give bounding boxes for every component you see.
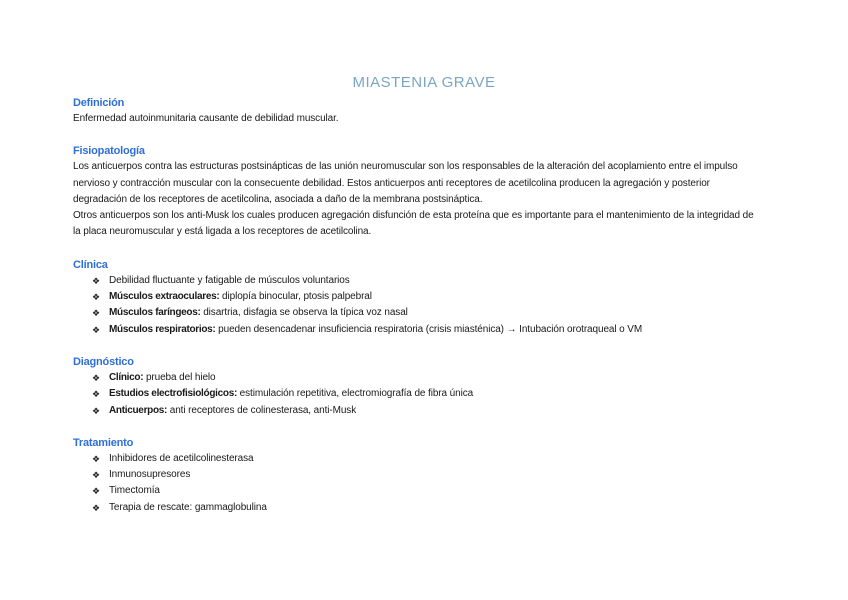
section-diagnostico <box>73 354 783 419</box>
list-item <box>92 500 783 516</box>
section-heading: Clínica <box>73 258 108 271</box>
definition-text: Enfermedad autoinmunitaria causante de debilidad muscular. <box>73 113 339 124</box>
section-heading: Fisiopatología <box>73 145 145 158</box>
item-text: estimulación repetitiva, electromiografía de fibra única <box>237 388 474 400</box>
item-text: pueden desencadenar insuficiencia respiratoria (crisis miasténica) → Intubación orotraqueal o VM <box>215 323 643 335</box>
list-item <box>92 483 783 499</box>
document-body <box>73 95 783 516</box>
list-item <box>92 386 783 402</box>
paragraph-line: Los anticuerpos contra las estructuras postsinápticas de las unión neuromuscular son los responsables de la alteración del acoplamiento entre el impulso <box>73 161 738 173</box>
section-clinica <box>73 257 783 338</box>
section-heading: Definición <box>73 97 125 109</box>
diamond-bullet-icon: ❖ <box>92 470 100 481</box>
item-text: anti receptores de colinesterasa, anti-Musk <box>167 404 357 416</box>
section-tratamiento <box>73 435 783 516</box>
item-text: prueba del hielo <box>143 371 216 383</box>
list-item <box>92 305 783 321</box>
diamond-bullet-icon: ❖ <box>92 372 100 383</box>
paragraph-line: la placa neuromuscular y está ligada a los receptores de acetilcolina. <box>73 226 372 238</box>
section-heading: Tratamiento <box>73 436 134 449</box>
document-title <box>0 74 848 91</box>
bullet-list <box>73 273 783 338</box>
section-definicion <box>73 95 783 127</box>
list-item <box>92 322 783 338</box>
item-text: Debilidad fluctuante y fatigable de músculos voluntarios <box>109 274 350 286</box>
diamond-bullet-icon: ❖ <box>92 405 100 416</box>
diamond-bullet-icon: ❖ <box>92 486 100 497</box>
list-item <box>92 467 783 483</box>
item-bold: Músculos respiratorios: <box>109 323 216 335</box>
diamond-bullet-icon: ❖ <box>92 275 100 286</box>
list-item <box>92 273 783 289</box>
item-text: diplopía binocular, ptosis palpebral <box>219 291 372 303</box>
paragraph-line: degradación de los receptores de acetilcolina, asociada a daño de la membrana postsináptica. <box>73 193 483 205</box>
bullet-list <box>73 370 783 419</box>
document-title-text: MIASTENIA GRAVE <box>352 74 496 91</box>
diamond-bullet-icon: ❖ <box>92 292 100 303</box>
bullet-list <box>73 451 783 516</box>
list-item <box>92 403 783 419</box>
section-fisiopatologia <box>73 143 783 240</box>
list-item <box>92 289 783 305</box>
diamond-bullet-icon: ❖ <box>92 324 100 335</box>
item-bold: Anticuerpos: <box>109 404 168 416</box>
section-heading: Diagnóstico <box>73 355 134 368</box>
item-text: Inhibidores de acetilcolinesterasa <box>109 452 254 464</box>
item-text: disartria, disfagia se observa la típica voz nasal <box>200 307 408 319</box>
paragraph-line: nervioso y contracción muscular con la consecuente debilidad. Estos anticuerpos anti receptores de acetilcolina producen la agregación y posterior <box>73 177 710 189</box>
item-bold: Músculos faríngeos: <box>109 307 201 319</box>
list-item <box>92 451 783 467</box>
item-bold: Músculos extraoculares: <box>109 291 220 303</box>
item-bold: Estudios electrofisiológicos: <box>109 388 237 400</box>
item-bold: Clínico: <box>109 371 144 383</box>
diamond-bullet-icon: ❖ <box>92 308 100 319</box>
diamond-bullet-icon: ❖ <box>92 389 100 400</box>
item-text: Terapia de rescate: gammaglobulina <box>109 501 267 513</box>
diamond-bullet-icon: ❖ <box>92 453 100 464</box>
paragraph-line: Otros anticuerpos son los anti-Musk los cuales producen agregación disfunción de esta proteína que es importante para el mantenimiento de la integridad de <box>73 210 754 222</box>
diamond-bullet-icon: ❖ <box>92 502 100 513</box>
item-text: Inmunosupresores <box>109 469 191 481</box>
list-item <box>92 370 783 386</box>
item-text: Timectomía <box>109 485 160 497</box>
